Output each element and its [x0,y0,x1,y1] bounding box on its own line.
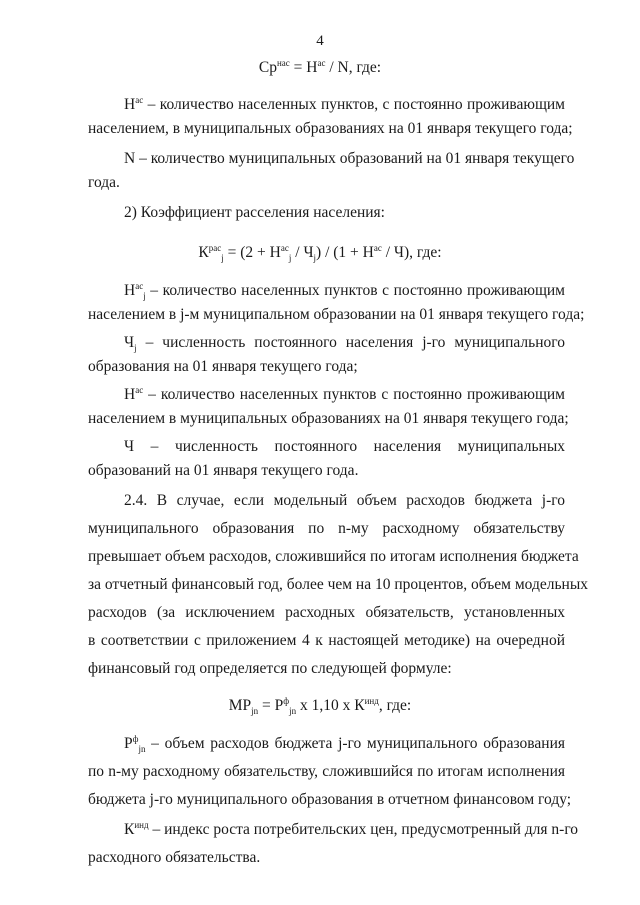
page-number: 4 [316,33,324,49]
definition-ch-line-1: Ч – численность постоянного населения муниципальных [124,438,565,455]
paragraph-2-4-line: за отчетный финансовый год, более чем на 10 процентов, объем модельных [88,576,588,593]
paragraph-2-4-line: финансовый год определяется по следующей формуле: [88,660,452,677]
definition-ch-line-2: образований на 01 января текущего года. [88,462,359,479]
definition-rf-line-2: по n-му расходному обязательству, сложившийся по итогам исполнения [88,763,565,780]
definition-n-line-1: N – количество муниципальных образований на 01 января текущего [124,150,575,167]
formula-k-ras: $К^{рас}_j = (2 + Н^{ас}_j / Ч_j) / (1 + Н^{ас} / Ч)$, где: [198,243,442,263]
definition-chj-line-2: образования на 01 января текущего года; [88,358,358,375]
paragraph-2-4-line: 2.4. В случае, если модельный объем расходов бюджета j-го [124,492,565,509]
definition-has-line-1: $Н^{ас}$ – количество населенных пунктов с постоянно проживающим [124,385,565,403]
definition-kind-line-1: $К^{инд}$ – индекс роста потребительских цен, предусмотренный для n-го [124,820,579,838]
paragraph-2-4-line: в соответствии с приложением 4 к настоящей методике) на очередной [88,632,565,649]
formula-mp-jn: $МР_{jn} = Р^ф_{jn}$ x 1,10 x $К^{инд}$, где: [228,696,412,716]
definition-chj-line-1: $Ч_j$ – численность постоянного населения j-го муниципального [124,334,565,353]
paragraph-2-4-line: муниципального образования по n-му расходному обязательству [88,520,565,537]
definition-kind-line-2: расходного обязательства. [88,849,261,866]
definition-nas-line-2: населением, в муниципальных образованиях на 01 января текущего года; [88,120,573,137]
definition-rf-line-1: $Р^ф_{jn}$ – объем расходов бюджета j-го муниципального образования [124,734,565,754]
paragraph-2-4-line: превышает объем расходов, сложившийся по итогам исполнения бюджета [88,548,579,565]
definition-n-line-2: года. [88,174,120,191]
definition-nas-line-1: $Н^{ас}$ – количество населенных пунктов, с постоянно проживающим [124,95,565,113]
paragraph-2-4-line: расходов (за исключением расходных обязательств, установленных [88,604,565,621]
definition-rf-line-3: бюджета j-го муниципального образования в отчетном финансовом году; [88,791,572,808]
coefficient-heading: 2) Коэффициент расселения населения: [124,204,385,221]
definition-hasj-line-2: населением в j-м муниципальном образовании на 01 января текущего года; [88,306,585,323]
definition-hasj-line-1: $Н^{ас}_j$ – количество населенных пунктов с постоянно проживающим [124,281,565,301]
definition-has-line-2: населением в муниципальных образованиях на 01 января текущего года; [88,410,569,427]
formula-sr-nas: $Ср^{нас} = Н^{ас} / N$, где: [258,58,382,76]
